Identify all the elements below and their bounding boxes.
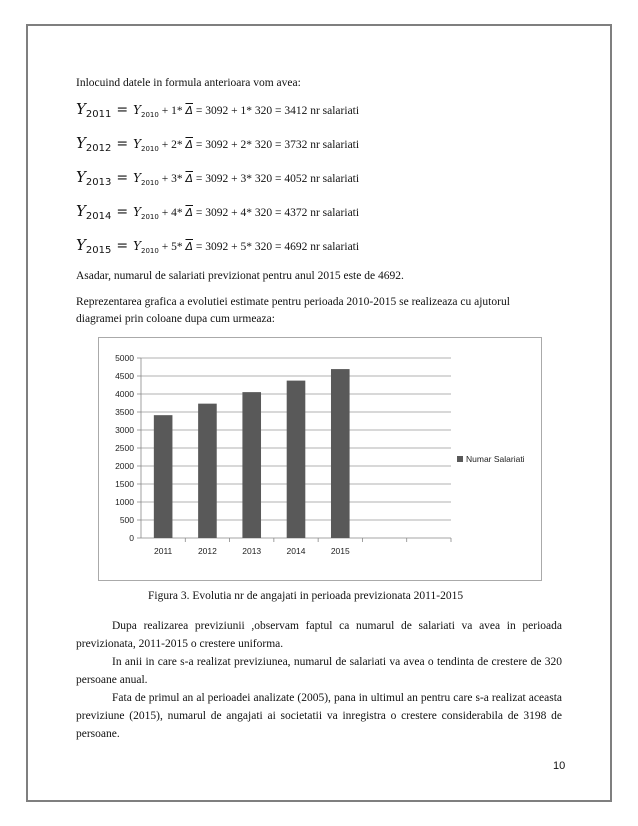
y-base-symbol: Y <box>133 171 142 185</box>
delta-symbol: $\overline{\Delta}$ <box>185 104 193 117</box>
y-tick-label: 3500 <box>115 407 134 417</box>
chart-container <box>98 337 542 581</box>
delta-symbol: $\overline{\Delta}$ <box>185 138 193 151</box>
multiplier: + 4* <box>158 207 186 219</box>
multiplier: + 2* <box>158 139 186 151</box>
y-tick-label: 1000 <box>115 497 134 507</box>
y-base-subscript: 2010 <box>141 145 159 153</box>
x-tick-label: 2013 <box>242 546 262 556</box>
delta-symbol: $\overline{\Delta}$ <box>185 240 193 253</box>
equation-result: = 3092 + 4* 320 = 4372 nr salariati <box>193 207 360 219</box>
x-tick-label: 2012 <box>197 546 217 556</box>
multiplier: + 3* <box>158 173 186 185</box>
equation-row <box>76 100 359 118</box>
y-tick-label: 4500 <box>115 371 134 381</box>
equals-sign: = <box>116 204 129 220</box>
conclusion-text: Asadar, numarul de salariati previzionat pentru anul 2015 este de 4692. <box>76 270 404 282</box>
paragraph-1: Dupa realizarea previziunii ,observam faptul ca numarul de salariati va avea in perioada previzionata, 2011-2015 o crestere uniforma. <box>76 620 562 650</box>
equation-row <box>76 168 359 186</box>
paragraph-2: In anii in care s-a realizat previziunea, numarul de salariati va avea o tendinta de crestere de 320 persoane anual. <box>76 656 562 686</box>
intro-text: Inlocuind datele in formula anterioara vom avea: <box>76 77 301 89</box>
figure-caption: Figura 3. Evolutia nr de angajati in perioada previzionata 2011-2015 <box>148 590 464 602</box>
y-subscript: 2011 <box>85 109 112 120</box>
y-tick-label: 3000 <box>115 425 134 435</box>
equation-row <box>76 134 359 152</box>
multiplier: + 5* <box>158 241 186 253</box>
bar <box>154 415 173 538</box>
bar <box>242 392 261 538</box>
y-subscript: 2015 <box>85 245 112 256</box>
x-tick-label: 2014 <box>286 546 306 556</box>
y-tick-label: 2000 <box>115 461 134 471</box>
bar <box>287 381 306 538</box>
y-tick-label: 2500 <box>115 443 134 453</box>
y-tick-label: 500 <box>119 515 134 525</box>
y-base-subscript: 2010 <box>141 247 159 255</box>
y-base-symbol: Y <box>133 239 142 253</box>
representation-line-2: diagramei prin coloane dupa cum urmeaza: <box>76 313 275 325</box>
y-base-subscript: 2010 <box>141 111 159 119</box>
y-tick-label: 5000 <box>115 353 134 363</box>
legend-swatch <box>457 456 463 462</box>
y-base-subscript: 2010 <box>141 213 159 221</box>
equation-row <box>76 236 359 254</box>
bar <box>331 369 350 538</box>
y-symbol: Y <box>76 134 86 152</box>
legend-label: Numar Salariati <box>466 454 525 464</box>
paragraph-3: Fata de primul an al perioadei analizate (2005), pana in ultimul an pentru care s-a realizat aceasta previziune (2015), numarul de angajati ai societatii va inregistra o crestere considerabila de 3198 de persoane. <box>76 692 562 740</box>
y-tick-label: 1500 <box>115 479 134 489</box>
y-subscript: 2013 <box>85 177 112 188</box>
y-base-symbol: Y <box>133 103 142 117</box>
y-symbol: Y <box>76 236 86 254</box>
equation-row <box>76 202 359 220</box>
delta-symbol: $\overline{\Delta}$ <box>185 206 193 219</box>
bar <box>198 404 217 538</box>
x-tick-label: 2015 <box>330 546 350 556</box>
x-tick-label: 2011 <box>154 546 173 556</box>
equation-result: = 3092 + 1* 320 = 3412 nr salariati <box>193 105 360 117</box>
y-base-subscript: 2010 <box>141 179 159 187</box>
equals-sign: = <box>116 102 129 118</box>
y-symbol: Y <box>76 100 86 118</box>
y-subscript: 2012 <box>85 143 112 154</box>
equals-sign: = <box>116 238 129 254</box>
bar-chart <box>99 338 541 580</box>
equals-sign: = <box>116 136 129 152</box>
multiplier: + 1* <box>158 105 186 117</box>
y-base-symbol: Y <box>133 137 142 151</box>
y-symbol: Y <box>76 168 86 186</box>
y-base-symbol: Y <box>133 205 142 219</box>
y-tick-label: 4000 <box>115 389 134 399</box>
equals-sign: = <box>116 170 129 186</box>
representation-line-1: Reprezentarea grafica a evolutiei estimate pentru perioada 2010-2015 se realizeaza cu ajutorul <box>76 296 510 308</box>
delta-symbol: $\overline{\Delta}$ <box>185 172 193 185</box>
equation-result: = 3092 + 5* 320 = 4692 nr salariati <box>193 241 360 253</box>
equation-result: = 3092 + 3* 320 = 4052 nr salariati <box>193 173 360 185</box>
equation-result: = 3092 + 2* 320 = 3732 nr salariati <box>193 139 360 151</box>
y-subscript: 2014 <box>85 211 112 222</box>
y-tick-label: 0 <box>129 533 134 543</box>
page-number: 10 <box>553 760 566 772</box>
y-symbol: Y <box>76 202 86 220</box>
